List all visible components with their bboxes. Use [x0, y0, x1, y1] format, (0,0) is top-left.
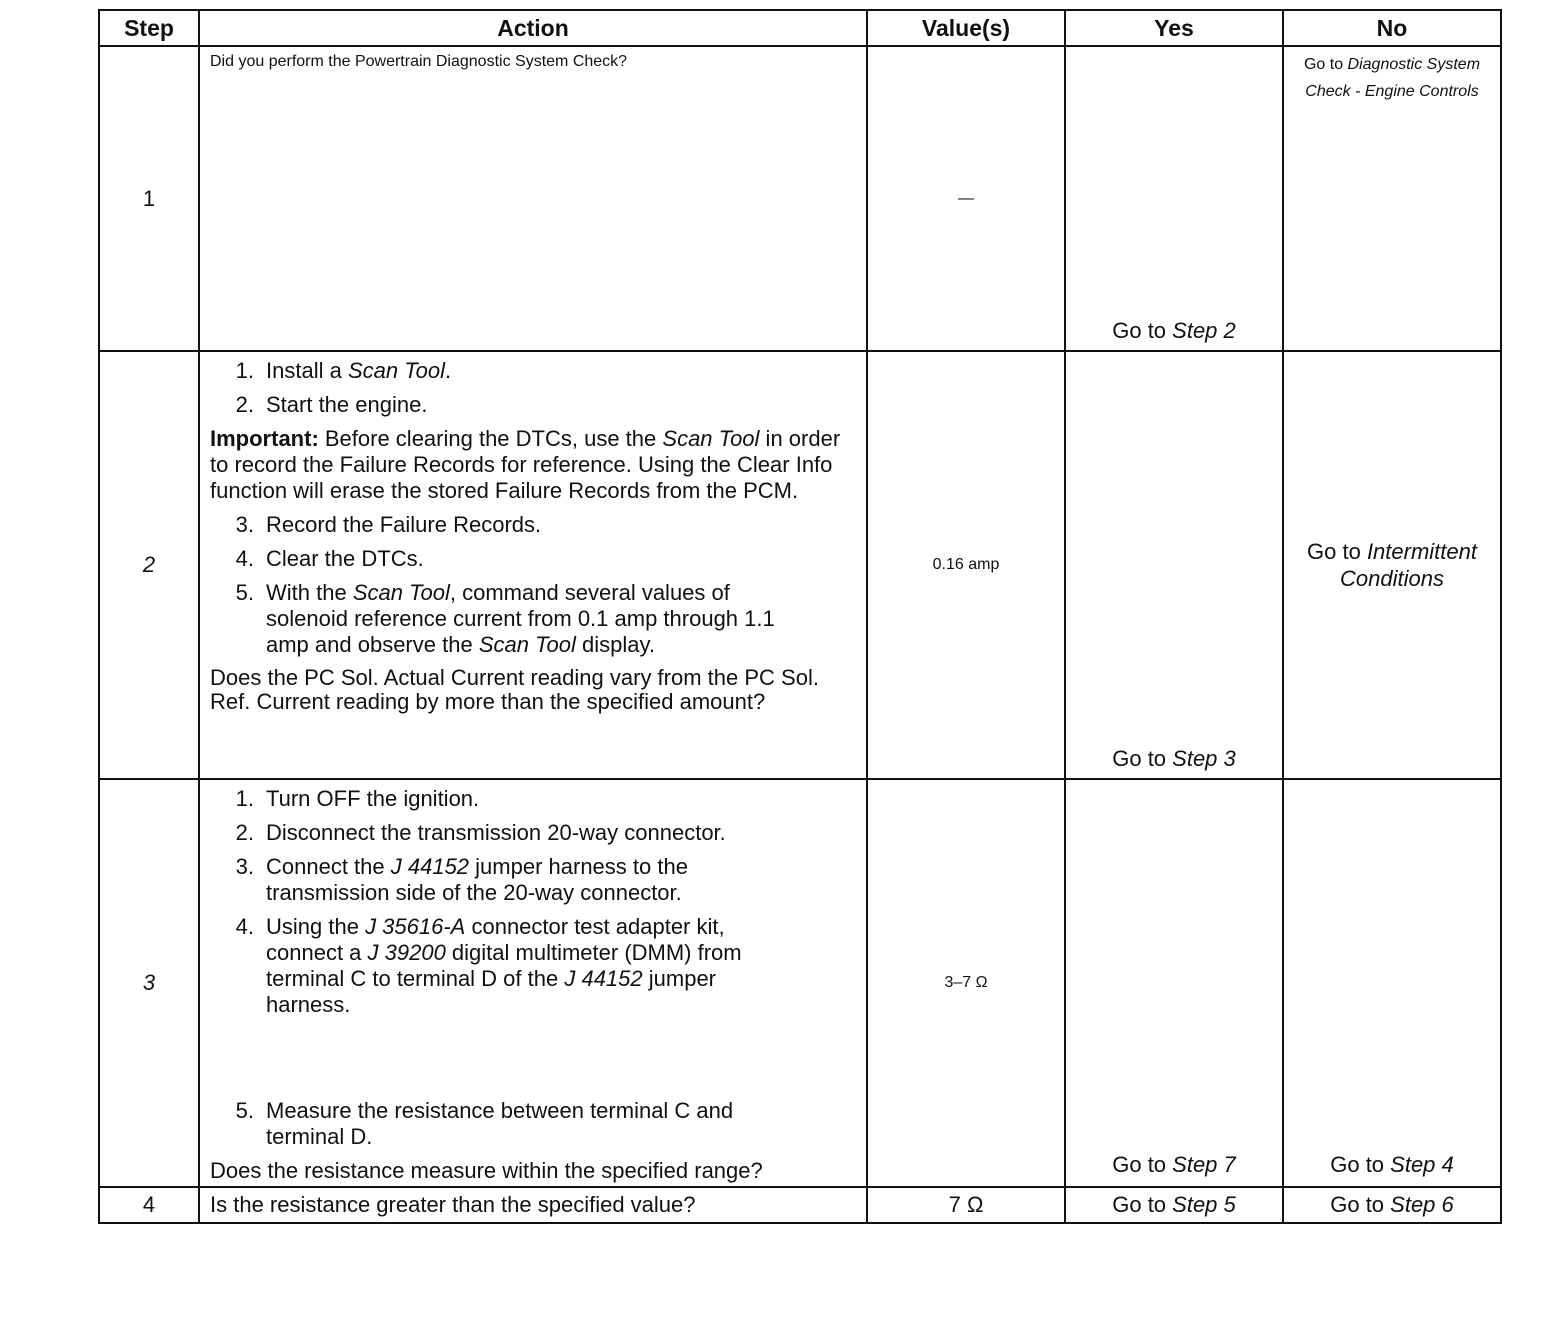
no-result[interactable]: Go to Step 4 — [1330, 1152, 1454, 1177]
yes-result[interactable]: Go to Step 3 — [1112, 746, 1236, 771]
list-item: 1. Turn OFF the ignition. — [235, 786, 480, 811]
table-row — [99, 779, 1501, 1187]
yes-cell — [1065, 351, 1283, 779]
no-cell — [1283, 351, 1501, 779]
value-cell: 7 Ω — [867, 1187, 1065, 1223]
list-item: 3. Connect the J 44152 jumper harness to the transmission side of the 20-way connector. — [235, 854, 688, 905]
list-item: 5. With the Scan Tool, command several values of solenoid reference current from 0.1 amp through 1.1 amp and observe the Scan Tool display. — [235, 580, 775, 657]
list-item: 3. Record the Failure Records. — [235, 512, 542, 537]
yes-cell — [1065, 779, 1283, 1187]
value-cell: 3–7 Ω — [867, 779, 1065, 1187]
step-number: 4 — [99, 1187, 199, 1223]
no-result[interactable]: Go to Step 6 — [1283, 1187, 1501, 1223]
value-cell: 0.16 amp — [867, 351, 1065, 779]
list-item: 2. Disconnect the transmission 20-way connector. — [235, 820, 726, 845]
table-row — [99, 1187, 1501, 1223]
header-step: Step — [99, 10, 199, 46]
no-cell — [1283, 779, 1501, 1187]
action-question: Does the resistance measure within the specified range? — [210, 1158, 763, 1183]
yes-result[interactable]: Go to Step 5 — [1065, 1187, 1283, 1223]
action-cell — [199, 779, 867, 1187]
value-cell: — — [867, 46, 1065, 351]
header-action: Action — [199, 10, 867, 46]
header-row — [99, 10, 1501, 46]
action-question: Did you perform the Powertrain Diagnostic System Check? — [210, 53, 628, 70]
list-item: 4. Using the J 35616-A connector test adapter kit, connect a J 39200 digital multimeter (DMM) from terminal C to terminal D of the J 44152 jumper harness. — [235, 914, 742, 1017]
table-row — [99, 351, 1501, 779]
step-number: 1 — [99, 46, 199, 351]
list-item: 2. Start the engine. — [235, 392, 428, 417]
yes-result[interactable]: Go to Step 7 — [1112, 1152, 1236, 1177]
action-question: Does the PC Sol. Actual Current reading vary from the PC Sol. Ref. Current reading by more than the specified amount? — [210, 665, 819, 714]
action-cell — [199, 46, 867, 351]
list-item: 4. Clear the DTCs. — [235, 546, 424, 571]
list-item: 1. Install a Scan Tool. — [235, 358, 452, 383]
header-no: No — [1283, 10, 1501, 46]
table-row — [99, 46, 1501, 351]
header-values: Value(s) — [867, 10, 1065, 46]
yes-cell — [1065, 46, 1283, 351]
step-number: 2 — [99, 351, 199, 779]
no-result[interactable]: Go to Diagnostic System Check - Engine Controls — [1303, 56, 1481, 100]
yes-result[interactable]: Go to Step 2 — [1112, 318, 1236, 343]
list-item: 5. Measure the resistance between terminal C and terminal D. — [235, 1098, 734, 1149]
important-note: Important: Before clearing the DTCs, use the Scan Tool in order to record the Failure Records for reference. Using the Clear Info function will erase the stored Failure Records from the PCM. — [210, 426, 841, 503]
action-cell — [199, 351, 867, 779]
diagnostic-table — [98, 9, 1502, 1224]
action-question: Is the resistance greater than the specified value? — [199, 1187, 867, 1223]
step-number: 3 — [99, 779, 199, 1187]
header-yes: Yes — [1065, 10, 1283, 46]
no-result[interactable]: Go to Intermittent Conditions — [1307, 539, 1477, 591]
no-cell — [1283, 46, 1501, 351]
